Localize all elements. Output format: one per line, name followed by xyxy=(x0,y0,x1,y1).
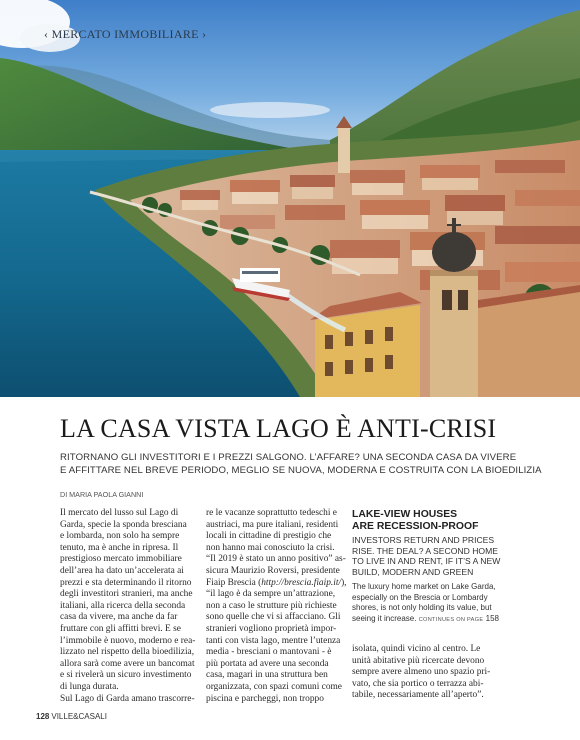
body-line: casa da vivere, ma anche da far xyxy=(60,612,178,623)
body-line: non a caso le strutture più richieste xyxy=(206,600,337,611)
body-line: “Il 2019 è stato un anno positivo” as- xyxy=(206,554,346,565)
body-line: sono quelle che vi si affacciano. Gli xyxy=(206,612,341,623)
continues-page-number: 158 xyxy=(485,613,499,623)
english-body-line: especially on the Brescia or Lombardy xyxy=(352,592,488,602)
body-line-with-link xyxy=(206,577,347,590)
body-line: lizzato nel rispetto della bioedilizia, xyxy=(60,647,195,658)
body-text: ), xyxy=(341,577,347,588)
body-line: non hanno mai conosciuto la crisi. xyxy=(206,542,335,553)
english-body-line: The luxury home market on Lake Garda, xyxy=(352,582,496,591)
body-line: austriaci, ma pure italiani, residenti xyxy=(206,519,339,530)
english-title xyxy=(352,509,512,532)
body-line: Garda, specie la sponda bresciana xyxy=(60,519,187,530)
body-line: e si rivelerà un sicuro investimento xyxy=(60,670,192,681)
body-line: prezzi e sta determinando il ritorno xyxy=(60,577,192,588)
body-line: isolata, quindi vicino al centro. Le xyxy=(352,644,481,654)
english-subtitle xyxy=(352,535,512,578)
english-title-line: LAKE-VIEW HOUSES xyxy=(352,509,458,520)
body-line: italiani, alla ricerca della seconda xyxy=(60,600,186,611)
english-summary xyxy=(352,582,512,625)
subhead-line: RITORNANO GLI INVESTITORI E I PREZZI SALGONO. L’AFFARE? UNA SECONDA CASA DA VIVERE xyxy=(60,452,517,463)
english-subtitle-line: TO LIVE IN AND RENT, IF IT’S A NEW xyxy=(352,556,501,567)
body-line: vato, che sia portico o terrazza abi- xyxy=(352,678,484,689)
body-line: e lombarda, non solo ha sempre xyxy=(60,531,180,542)
section-tag: ‹ MERCATO IMMOBILIARE › xyxy=(44,27,207,41)
body-line: sempre avere almeno uno spazio pri- xyxy=(352,667,491,678)
page-folio xyxy=(36,712,107,721)
fiaip-link[interactable]: http://brescia.fiaip.it/ xyxy=(261,577,342,588)
body-line: più portata ad avere una seconda xyxy=(206,658,329,669)
body-line: unità abitative più ricercate devono xyxy=(352,655,485,666)
body-line: dell’area ha dato un’accelerata ai xyxy=(60,565,184,576)
article-byline: DI MARIA PAOLA GIANNI xyxy=(60,490,144,499)
english-subtitle-line: RISE. THE DEAL? A SECOND HOME xyxy=(352,545,498,556)
english-body-line: shores, is not only holding its value, but xyxy=(352,603,492,613)
body-line: l’immobile è nuovo, moderno e rea- xyxy=(60,635,196,646)
english-subtitle-line: INVESTORS RETURN AND PRICES xyxy=(352,535,495,545)
body-column-2 xyxy=(206,508,347,705)
body-text: Fiaip Brescia ( xyxy=(206,577,262,588)
body-line: tenuto, ma è anche in ripresa. Il xyxy=(60,542,179,553)
magazine-name: VILLE&CASALI xyxy=(51,712,107,721)
continues-on-label: CONTINUES ON PAGE xyxy=(418,616,484,623)
body-line: “il lago è da sempre un’attrazione, xyxy=(206,589,336,600)
body-line: prestigioso mercato immobiliare xyxy=(60,554,182,565)
page-number: 128 xyxy=(36,712,50,721)
body-line: stranieri vogliono proprietà impor- xyxy=(206,623,337,634)
body-line: Il mercato del lusso sul Lago di xyxy=(60,508,179,518)
body-line: tabile, necessariamente all’aperto”. xyxy=(352,690,484,701)
body-line: fruttare con gli affitti brevi. E se xyxy=(60,623,181,634)
body-line: di lunga durata. xyxy=(60,681,119,692)
body-line: piscina e parcheggi, non troppo xyxy=(206,693,324,704)
article-headline: LA CASA VISTA LAGO È ANTI-CRISI xyxy=(60,414,497,443)
body-line: locali in cittadine di prestigio che xyxy=(206,531,332,542)
article-subhead xyxy=(60,452,542,477)
body-line: tanti con vista lago, mentre l’utenza xyxy=(206,635,341,646)
body-column-3 xyxy=(352,644,491,702)
body-column-1 xyxy=(60,508,196,705)
english-body-line-last xyxy=(352,614,512,626)
body-line: casa, magari in una struttura ben xyxy=(206,670,328,681)
body-line: organizzata, con spazi comuni come xyxy=(206,681,342,692)
body-line: Sul Lago di Garda amano trascorre- xyxy=(60,693,195,704)
body-line: media - bresciani o mantovani - è xyxy=(206,647,332,658)
subhead-line: E AFFITTARE NEL BREVE PERIODO, MEGLIO SE NUOVA, MODERNA E COSTRUITA CON LA BIOEDILIZIA xyxy=(60,464,542,476)
body-line: degli investitori stranieri, ma anche xyxy=(60,589,193,600)
english-subtitle-line: BUILD, MODERN AND GREEN xyxy=(352,567,474,578)
english-body-text: seeing it increase. xyxy=(352,613,417,623)
body-line: allora sarà come avere un bancomat xyxy=(60,658,195,669)
english-title-line: ARE RECESSION-PROOF xyxy=(352,520,479,532)
body-line: sicura Maurizio Roversi, presidente xyxy=(206,565,340,576)
body-line: re le vacanze soprattutto tedeschi e xyxy=(206,508,337,518)
